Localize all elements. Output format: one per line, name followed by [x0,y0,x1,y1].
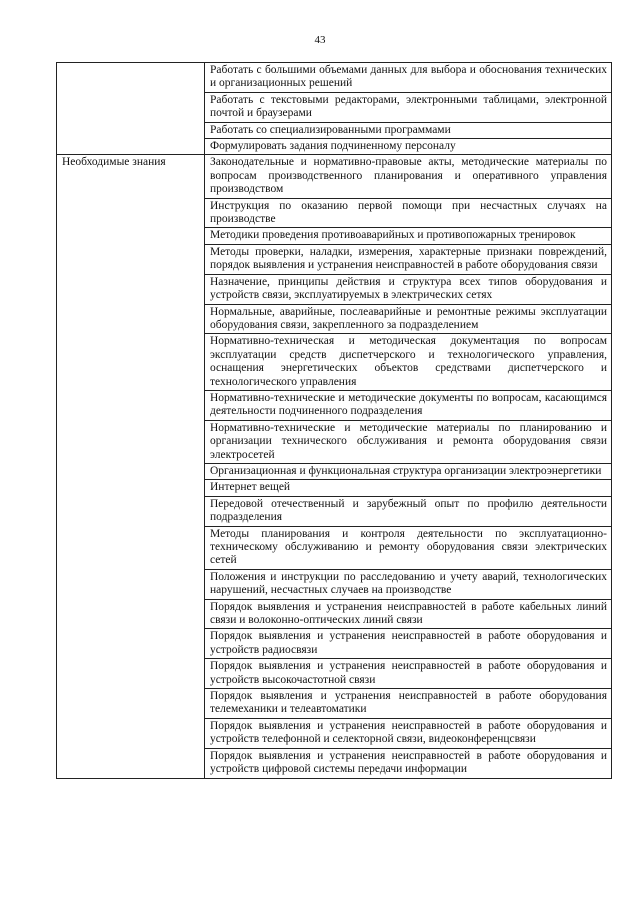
skill-item: Работать с большими объемами данных для выбора и обоснования технических и организационных решений [205,63,612,93]
knowledge-item: Порядок выявления и устранения неисправностей в работе оборудования и устройств высокочастотной связи [205,659,612,689]
skills-label-cell [57,63,205,155]
knowledge-item: Нормативно-технические и методические материалы по планированию и организации технического обслуживания и ремонта оборудования связи электросетей [205,420,612,463]
knowledge-item: Нормативно-технические и методические документы по вопросам, касающимся деятельности подчиненного подразделения [205,390,612,420]
skill-item: Работать с текстовыми редакторами, электронными таблицами, электронной почтой и браузерами [205,92,612,122]
knowledge-item: Нормальные, аварийные, послеаварийные и ремонтные режимы эксплуатации оборудования связи, закрепленного за подразделением [205,304,612,334]
knowledge-item: Порядок выявления и устранения неисправностей в работе оборудования и устройств цифровой системы передачи информации [205,748,612,778]
knowledge-label: Необходимые знания [57,155,205,778]
knowledge-item: Порядок выявления и устранения неисправностей в работе оборудования и устройств радиосвязи [205,629,612,659]
table-row [57,155,612,198]
knowledge-item: Нормативно-техническая и методическая документация по вопросам эксплуатации средств диспетчерского и технологического управления, оснащения энергетических объектов средствами диспетчерского и технологического управления [205,334,612,391]
knowledge-item: Инструкция по оказанию первой помощи при несчастных случаях на производстве [205,198,612,228]
knowledge-item: Порядок выявления и устранения неисправностей в работе кабельных линий связи и волоконно-оптических линий связи [205,599,612,629]
knowledge-item: Передовой отечественный и зарубежный опыт по профилю деятельности подразделения [205,496,612,526]
knowledge-item: Методы проверки, наладки, измерения, характерные признаки повреждений, порядок выявления и устранения неисправностей в работе оборудования связи [205,244,612,274]
skill-item: Формулировать задания подчиненному персоналу [205,139,612,155]
requirements-table [56,62,612,779]
knowledge-item: Методы планирования и контроля деятельности по эксплуатационно-техническому обслуживанию и ремонту оборудования связи электрических сетей [205,526,612,569]
knowledge-item: Интернет вещей [205,480,612,496]
knowledge-item: Порядок выявления и устранения неисправностей в работе оборудования и устройств телефонной и селекторной связи, видеоконференцсвязи [205,718,612,748]
skill-item: Работать со специализированными программами [205,122,612,138]
knowledge-item: Порядок выявления и устранения неисправностей в работе оборудования телемеханики и телеавтоматики [205,689,612,719]
knowledge-item: Положения и инструкции по расследованию и учету аварий, технологических нарушений, несчастных случаев на производстве [205,569,612,599]
page-number: 43 [314,34,326,46]
knowledge-item: Законодательные и нормативно-правовые акты, методические материалы по вопросам производственного планирования и оперативного управления производством [205,155,612,198]
table-row [57,63,612,93]
knowledge-item: Организационная и функциональная структура организации электроэнергетики [205,463,612,479]
knowledge-item: Назначение, принципы действия и структура всех типов оборудования и устройств связи, эксплуатируемых в электрических сетях [205,274,612,304]
knowledge-item: Методики проведения противоаварийных и противопожарных тренировок [205,228,612,244]
